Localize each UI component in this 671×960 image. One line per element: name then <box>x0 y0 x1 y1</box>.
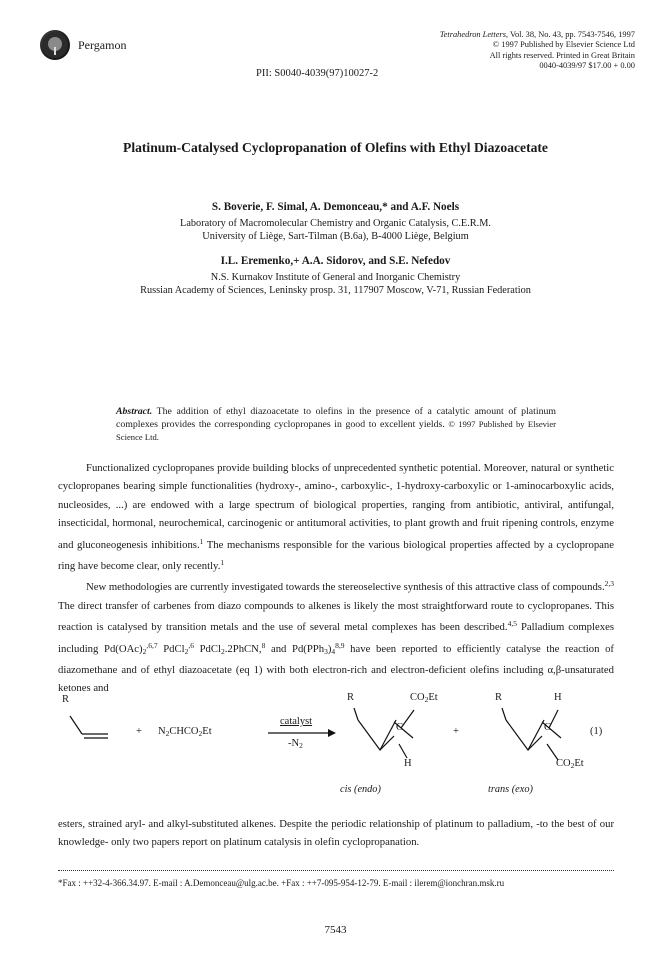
label-part: Et <box>574 758 584 769</box>
text-run: and Pd(PPh <box>265 642 325 655</box>
abstract-label: Abstract. <box>116 406 153 417</box>
authors-group-1: S. Boverie, F. Simal, A. Demonceau,* and A.F. Noels <box>211 201 460 213</box>
reference-marker: 8 <box>261 640 266 650</box>
affiliation-2-line-1: N.S. Kurnakov Institute of General and Inorganic Chemistry <box>210 272 461 283</box>
subscript: 2 <box>142 646 147 656</box>
plus-sign: + <box>136 726 142 737</box>
reference-marker: ,6,7 <box>146 640 158 650</box>
alkene-r-label: R <box>62 694 70 705</box>
reference-marker: 1 <box>220 558 225 568</box>
rights-line: All rights reserved. Printed in Great Britain <box>489 50 635 60</box>
cis-co2et-label <box>410 692 438 704</box>
subscript: 2 <box>299 741 303 750</box>
abstract <box>116 405 556 444</box>
affiliation-1 <box>0 218 671 243</box>
paragraph-1 <box>58 459 614 575</box>
volume-info: , Vol. 38, No. 43, pp. 7543-7546, 1997 <box>505 30 635 39</box>
equation-number: (1) <box>590 726 603 737</box>
nitrogen-loss-label <box>288 738 303 750</box>
reagent-part: N <box>158 726 166 737</box>
trans-r-label: R <box>495 692 503 703</box>
affiliation-1-line-2: University of Liège, Sart-Tilman (B.6a), B-4000 Liège, Belgium <box>202 230 469 242</box>
footnote: *Fax : ++32-4-366.34.97. E-mail : A.Demonceau@ulg.ac.be. +Fax : ++7-095-954-12-79. E-mail : ilerem@ionchran.msk.ru <box>58 878 505 888</box>
abstract-copyright: © 1997 Published by Elsevier Science Ltd. <box>116 419 556 442</box>
publisher-logo <box>40 30 70 60</box>
body-text <box>58 459 614 698</box>
subscript: 3 <box>324 646 328 656</box>
body-text-continued <box>58 815 614 852</box>
trans-r-bond <box>502 708 506 720</box>
subscript: 4 <box>331 646 336 656</box>
reference-marker: ,6 <box>188 640 194 650</box>
catalyst-label: catalyst <box>280 716 313 727</box>
subscript: 2 <box>184 646 189 656</box>
copyright-line: © 1997 Published by Elsevier Science Ltd <box>492 40 635 50</box>
tree-emblem-icon <box>40 30 70 60</box>
reaction-scheme <box>58 692 614 800</box>
text-run: have been reported to efficiently catalyse the reaction of diazomethane and of ethyl diazoacetate (eq 1) with both electron-rich and electron-deficient olefins including α,β-unsaturated ketones and <box>58 642 614 695</box>
reagent-part: CHCO <box>169 726 199 737</box>
trans-caption: trans (exo) <box>488 784 533 795</box>
text-run: PdCl <box>157 642 185 655</box>
authors-group-2: I.L. Eremenko,+ A.A. Sidorov, and S.E. Nefedov <box>220 255 451 267</box>
cis-c-label: C <box>396 722 404 733</box>
text-run: Palladium complexes including Pd(OAc) <box>58 621 614 655</box>
label-part: -N <box>288 738 300 749</box>
subscript: 2 <box>570 761 575 770</box>
journal-name: Tetrahedron Letters <box>439 30 506 39</box>
cis-caption: cis (endo) <box>340 784 381 795</box>
reference-marker: 1 <box>199 536 204 546</box>
footnote-divider <box>58 870 614 871</box>
trans-ring <box>506 720 544 750</box>
paragraph-1-tail: The mechanisms responsible for the various biological properties affected by a cyclopropane ring have become clear, only recently. <box>58 538 614 573</box>
cis-r-bond <box>354 708 358 720</box>
journal-info <box>440 30 635 72</box>
affiliation-2 <box>0 272 671 297</box>
cis-r-label: R <box>347 692 355 703</box>
subscript: 2 <box>424 695 429 704</box>
text-run: ) <box>327 642 332 655</box>
paragraph-2 <box>58 575 614 697</box>
reference-marker: 4,5 <box>507 619 517 629</box>
arrow-head <box>328 729 336 737</box>
trans-co2et-label <box>556 758 584 770</box>
reference-marker: 8,9 <box>335 640 345 650</box>
paper-title: Platinum-Catalysed Cyclopropanation of Olefins with Ethyl Diazoacetate <box>123 140 548 155</box>
subscript: 2 <box>198 729 203 738</box>
label-part: CO <box>410 692 425 703</box>
ethyl-diazoacetate <box>158 726 212 738</box>
text-run: New methodologies are currently investigated towards the stereoselective synthesis of this attractive class of compounds. <box>86 581 605 594</box>
trans-c-label: C <box>544 722 552 733</box>
abstract-text: The addition of ethyl diazoacetate to olefins in the presence of a catalytic amount of platinum complexes provides the corresponding cyclopropanes in good to excellent yields. <box>116 406 556 430</box>
text-run: The direct transfer of carbenes from diazo compounds to alkenes is likely the most straightforward route to cyclopropanes. This reaction is catalysed by transition metals and the use of several metal complexes has been described. <box>58 599 614 634</box>
text-run: PdCl <box>193 642 221 655</box>
publisher-name: Pergamon <box>78 38 127 52</box>
paragraph-3: esters, strained aryl- and alkyl-substituted alkenes. Despite the periodic relationship of platinum to palladium, -to the best of our knowledge- only two papers report on platinum catalysis in olefin cyclopropanation. <box>58 818 614 849</box>
pii: PII: S0040-4039(97)10027-2 <box>256 68 379 79</box>
text-run: .2PhCN, <box>224 642 262 655</box>
cis-ring <box>358 720 396 750</box>
price-line: 0040-4039/97 $17.00 + 0.00 <box>539 61 635 71</box>
paragraph-1-text: Functionalized cyclopropanes provide building blocks of unprecedented synthetic potential. Moreover, natural or synthetic cyclopropanes bearing simple functionalities (hydroxy-, amino-, carboxylic-, 1-hydroxy-carboxylic or 1-aminocarboxylic acids, nucleosides, ...) are endowed with a large spectrum of biological properties, ranging from antibiotic, antiviral, antifungal, insecticidal, hormonal, neurochemical, carcinogenic or antitumoral activities, to plant growth and fruit ripening controls, enzyme and gluconeogenesis inhibitions. <box>58 462 614 551</box>
label-part: Et <box>428 692 438 703</box>
affiliation-1-line-1: Laboratory of Macromolecular Chemistry and Organic Catalysis, C.E.R.M. <box>180 218 491 229</box>
reagent-part: Et <box>202 726 212 737</box>
reference-marker: 2,3 <box>604 579 614 589</box>
cis-h-label: H <box>404 758 412 769</box>
affiliation-2-line-2: Russian Academy of Sciences, Leninsky prosp. 31, 117907 Moscow, V-71, Russian Federation <box>140 284 531 296</box>
plus-sign: + <box>453 726 459 737</box>
page-number: 7543 <box>324 924 347 936</box>
label-part: CO <box>556 758 571 769</box>
cis-h-bond <box>399 744 407 758</box>
subscript: 2 <box>165 729 170 738</box>
alkene-bond <box>70 716 82 734</box>
subscript: 2 <box>221 646 225 656</box>
trans-h-label: H <box>554 692 562 703</box>
